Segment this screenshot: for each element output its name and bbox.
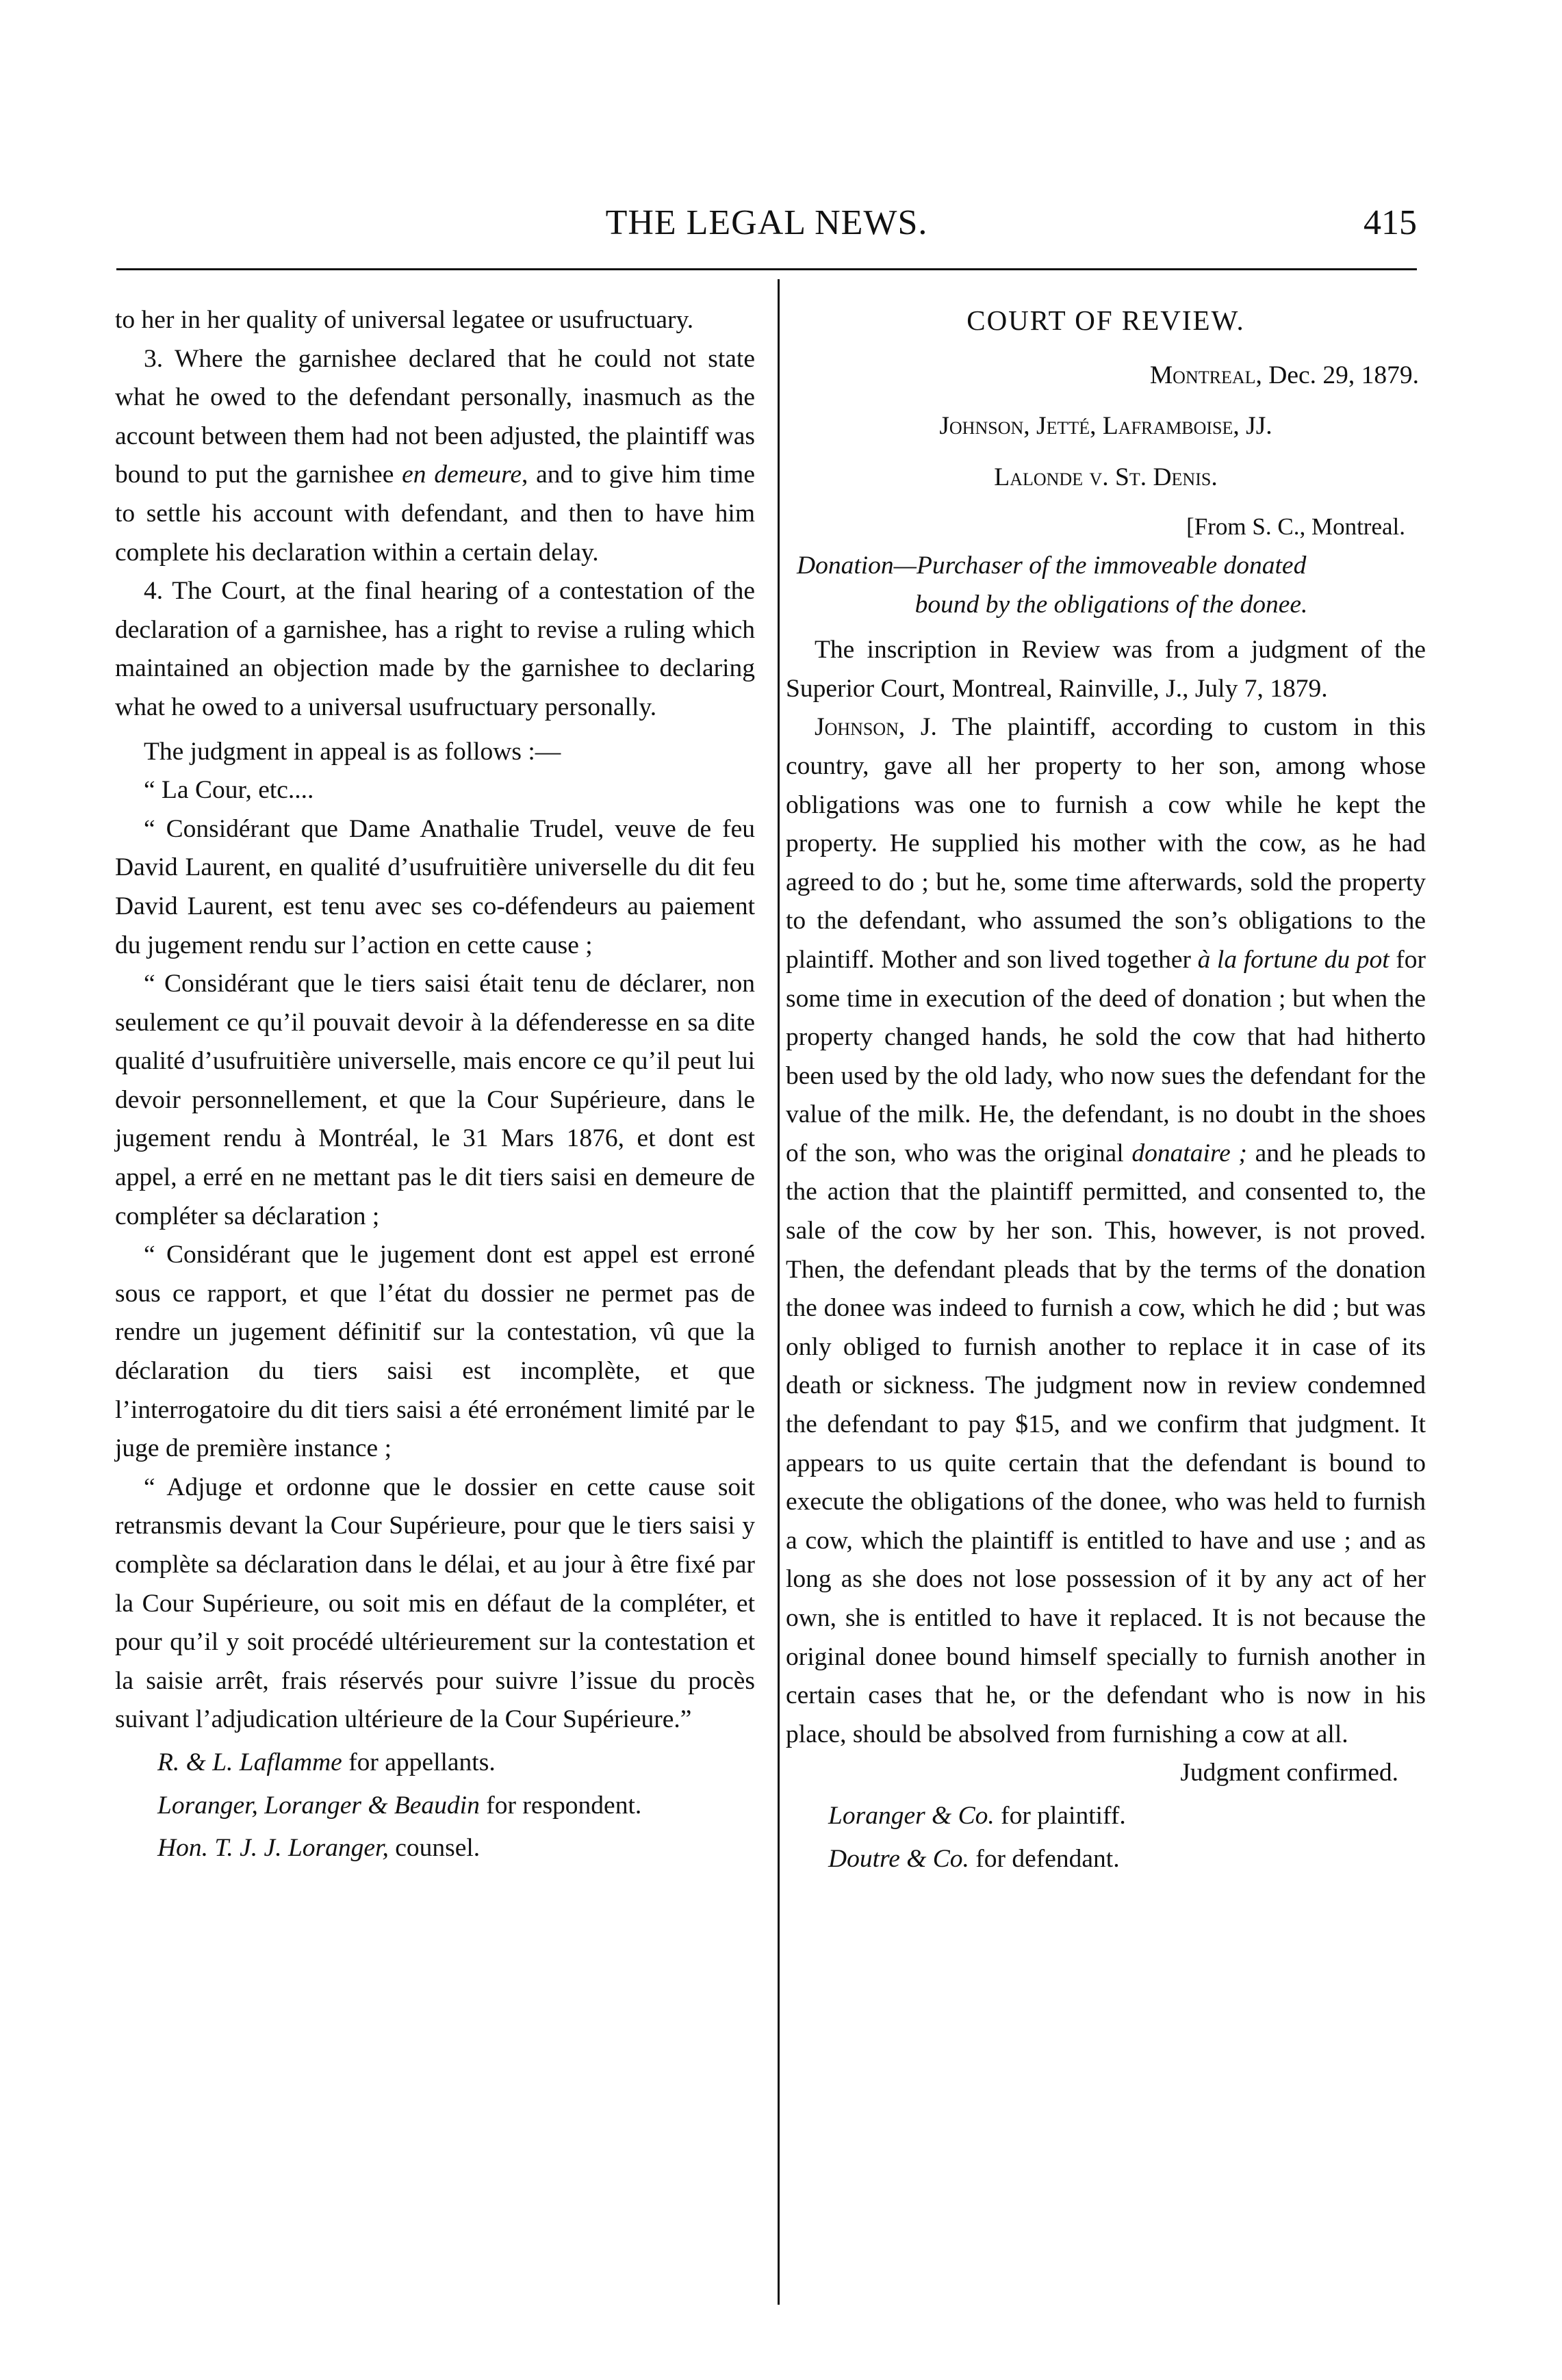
counsel-name: Doutre & Co. <box>828 1844 969 1873</box>
counsel-role: for respondent. <box>479 1791 642 1820</box>
counsel-name: Hon. T. J. J. Loranger, <box>157 1834 389 1863</box>
counsel-line <box>115 1829 755 1868</box>
counsel-line <box>786 1840 1426 1879</box>
counsel-role: for defendant. <box>969 1844 1120 1873</box>
page-number: 415 <box>1363 203 1417 242</box>
paragraph: “ La Cour, etc.... <box>144 776 314 805</box>
counsel-role: counsel. <box>388 1834 481 1863</box>
counsel-line <box>115 1744 755 1783</box>
italic-text: donataire ; <box>1131 1139 1247 1167</box>
judge-name: Johnson, J. <box>815 713 937 742</box>
paragraph: “ Adjuge et ordonne que le dossier en cette cause soit retransmis devant la Cour Supérieure, pour que le tiers saisi y complète sa déclaration dans le délai, et au jour à être fixé par la Cour Supérieure, ou soit mis en défaut de la compléter, et pour qu’il y soit procédé ultérieurement sur la contestation et la saisie arrêt, frais réservés pour suivre l’issue du procès suivant l’adjudication ultérieure de la Cour Supérieure.” <box>115 1473 755 1734</box>
paragraph <box>115 340 755 573</box>
judges-line: Johnson, Jetté, Laframboise, JJ. <box>939 412 1272 441</box>
left-column <box>115 301 755 1868</box>
counsel-name: Loranger, Loranger & Beaudin <box>157 1791 480 1820</box>
counsel-line <box>786 1797 1426 1836</box>
header-rule <box>116 268 1417 270</box>
paragraph: to her in her quality of universal legatee or usufructuary. <box>115 306 694 334</box>
court-title: COURT OF REVIEW. <box>966 305 1245 336</box>
counsel-role: for appellants. <box>342 1748 496 1776</box>
counsel-name: R. & L. Laflamme <box>157 1748 342 1776</box>
result-line: Judgment confirmed. <box>1180 1759 1398 1787</box>
italic-text: en demeure <box>402 461 522 489</box>
case-name: Lalonde v. St. Denis. <box>994 463 1218 491</box>
paragraph: “ Considérant que le jugement dont est appel est erroné sous ce rapport, et que l’état du dossier ne permet pas de rendre un jugement définitif sur la contestation, vû que la déclaration du tiers saisi est incomplète, et que l’interrogatoire du dit tiers saisi a été erronément limité par le juge de première instance ; <box>115 1241 755 1463</box>
text-run: 3. Where the garnishee declared that he could not state what he owed to the defendant personally, inasmuch as the account between them had not been adjusted, the plaintiff was bound to put the garnishee <box>115 344 755 489</box>
paragraph: 4. The Court, at the final hearing of a contestation of the declaration of a garnishee, has a right to revise a ruling which maintained an objection made by the garnishee to declaring what he owed to a universal usufructuary personally. <box>115 577 755 721</box>
counsel-role: for plaintiff. <box>994 1801 1126 1830</box>
headnote <box>786 547 1426 624</box>
text-run: for some time in execution of the deed of donation ; but when the property changed hands, he sold the cow that had hitherto been used by the old lady, who now sues the defendant for the value of the milk. He, the defendant, is no doubt in the shoes of the son, who was the original <box>786 945 1426 1167</box>
page-header <box>116 197 1417 252</box>
date: Dec. 29, 1879. <box>1262 361 1419 389</box>
paragraph: “ Considérant que le tiers saisi était tenu de déclarer, non seulement ce qu’il pouvait devoir à la défenderesse en sa dite qualité d’usufruitière universelle, mais encore ce qu’il peut lui devoir personnellement, et que la Cour Supérieure, dans le jugement rendu à Montréal, le 31 Mars 1876, et dont est appel, a erré en ne mettant pas le dit tiers saisi en demeure de compléter sa déclaration ; <box>115 970 755 1230</box>
text-run: , and to give him time to settle his account with defendant, and then to have him complete his declaration within a certain delay. <box>115 461 755 567</box>
italic-text: à la fortune du pot <box>1197 945 1390 974</box>
text-run: The plaintiff, according to custom in this country, gave all her property to her son, among whose obligations was one to furnish a cow while he kept the property. He supplied his mother with the cow, as he had agreed to do ; but he, some time afterwards, sold the property to the defendant, who assumed the son’s obligations to the plaintiff. Mother and son lived together <box>786 713 1426 974</box>
counsel-name: Loranger & Co. <box>828 1801 995 1830</box>
date-line <box>786 357 1426 396</box>
right-column <box>786 301 1426 1878</box>
counsel-line <box>115 1787 755 1826</box>
paragraph: The judgment in appeal is as follows :— <box>144 737 561 766</box>
running-title: THE LEGAL NEWS. <box>605 203 928 242</box>
paragraph: The inscription in Review was from a judgment of the Superior Court, Montreal, Rainville, J., July 7, 1879. <box>786 636 1426 703</box>
date-city: Montreal, <box>1149 361 1262 389</box>
source-note: [From S. C., Montreal. <box>1186 513 1405 541</box>
headnote-line: bound by the obligations of the donee. <box>914 590 1308 619</box>
headnote-line: Donation—Purchaser of the immoveable donated <box>797 551 1307 580</box>
column-divider <box>778 279 780 2305</box>
paragraph <box>786 708 1426 1754</box>
paragraph: “ Considérant que Dame Anathalie Trudel, veuve de feu David Laurent, en qualité d’usufruitière universelle du dit feu David Laurent, est tenu avec ses co-défendeurs au paiement du jugement rendu sur l’action en cette cause ; <box>115 814 755 959</box>
text-run: and he pleads to the action that the plaintiff permitted, and consented to, the sale of the cow by her son. This, however, is not proved. Then, the defendant pleads that by the terms of the donation the donee was indeed to furnish a cow, which he did ; but was only obliged to furnish another to replace it in case of its death or sickness. The judgment now in review condemned the defendant to pay $15, and we confirm that judgment. It appears to us quite certain that the defendant is bound to execute the obligations of the donee, who was held to furnish a cow, which the plaintiff is entitled to have and use ; and as long as she does not lose possession of it by any act of her own, she is entitled to have it replaced. It is not because the original donee bound himself specially to furnish another in certain cases that he, or the defendant who is now in his place, should be absolved from furnishing a cow at all. <box>786 1139 1426 1748</box>
